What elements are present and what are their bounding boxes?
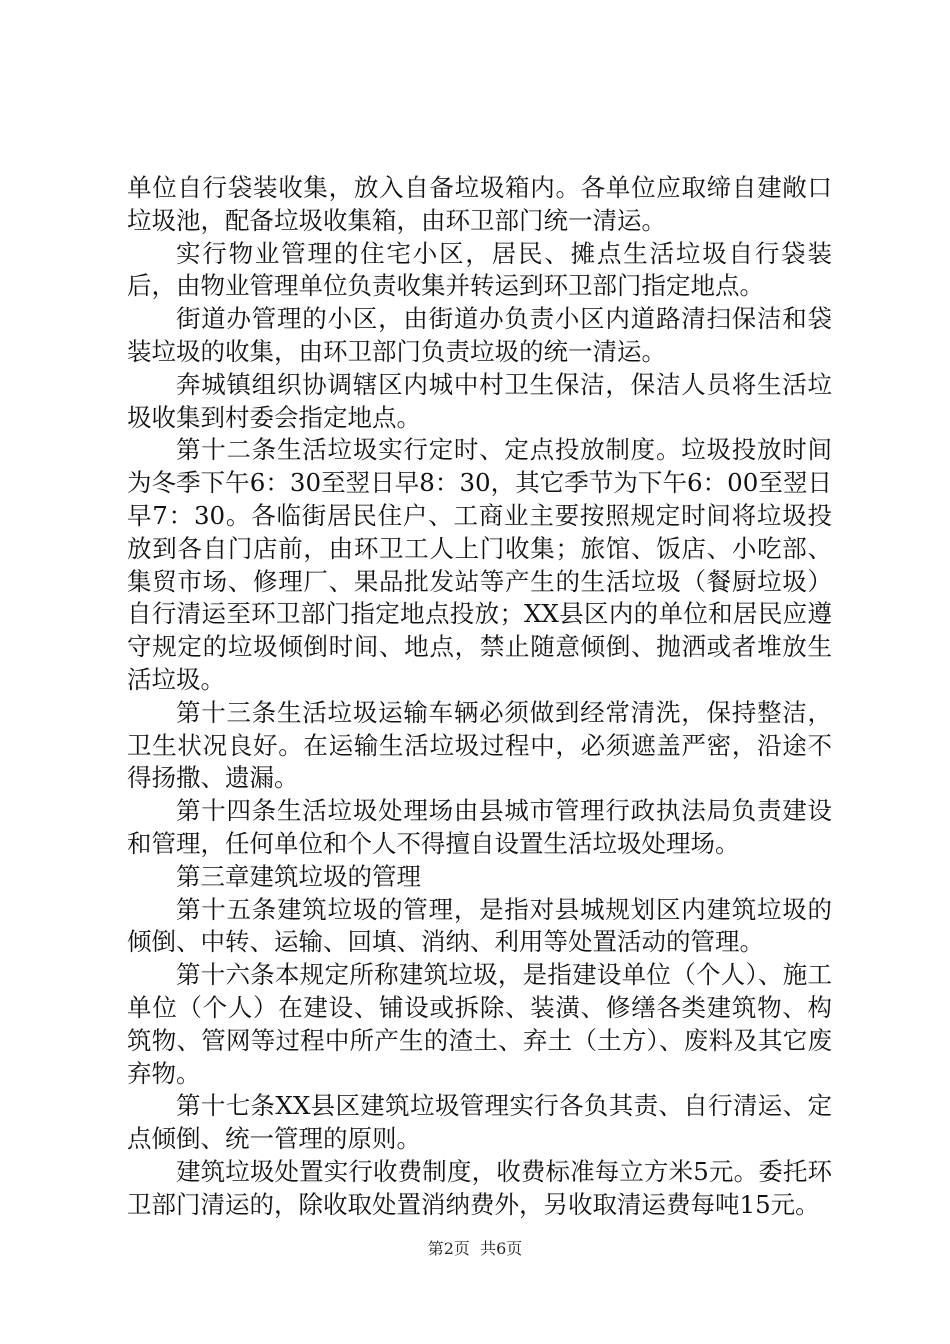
document-body [127, 172, 832, 1222]
page-number: 第2页 [427, 1239, 470, 1258]
paragraph: 第十四条生活垃圾处理场由县城市管理行政执法局负责建设和管理，任何单位和个人不得擅自设置生活垃圾处理场。 [127, 796, 832, 858]
page-footer [0, 1239, 950, 1259]
paragraph: 奔城镇组织协调辖区内城中村卫生保洁，保洁人员将生活垃圾收集到村委会指定地点。 [127, 369, 832, 432]
page-total: 共6页 [480, 1239, 523, 1258]
paragraph: 第十五条建筑垃圾的管理，是指对县城规划区内建筑垃圾的倾倒、中转、运输、回填、消纳、利用等处置活动的管理。 [127, 894, 832, 957]
paragraph: 第十七条XX县区建筑垃圾管理实行各负其责、自行清运、定点倾倒、统一管理的原则。 [127, 1091, 832, 1154]
paragraph: 第十六条本规定所称建筑垃圾，是指建设单位（个人）、施工单位（个人）在建设、铺设或拆除、装潢、修缮各类建筑物、构筑物、管网等过程中所产生的渣土、弃土（土方）、废料及其它废弃物。 [127, 960, 832, 1088]
paragraph: 第十三条生活垃圾运输车辆必须做到经常清洗，保持整洁，卫生状况良好。在运输生活垃圾过程中，必须遮盖严密，沿途不得扬撒、遗漏。 [127, 697, 832, 793]
chapter-heading: 第三章建筑垃圾的管理 [176, 861, 421, 891]
paragraph: 街道办管理的小区，由街道办负责小区内道路清扫保洁和袋装垃圾的收集，由环卫部门负责垃圾的统一清运。 [127, 304, 832, 366]
paragraph: 单位自行袋装收集，放入自备垃圾箱内。各单位应取缔自建敞口垃圾池，配备垃圾收集箱，由环卫部门统一清运。 [127, 173, 832, 235]
paragraph: 建筑垃圾处置实行收费制度，收费标准每立方米5元。委托环卫部门清运的，除收取处置消纳费外，另收取清运费每吨15元。 [127, 1156, 832, 1219]
paragraph: 实行物业管理的住宅小区，居民、摊点生活垃圾自行袋装后，由物业管理单位负责收集并转运到环卫部门指定地点。 [127, 238, 832, 301]
footer-separator [470, 1239, 480, 1258]
paragraph: 第十二条生活垃圾实行定时、定点投放制度。垃圾投放时间为冬季下午6：30至翌日早8：30，其它季节为下午6：00至翌日早7：30。各临街居民住户、工商业主要按照规定时间将垃圾投放到各自门店前，由环卫工人上门收集；旅馆、饭店、小吃部、集贸市场、修理厂、果品批发站等产生的生活垃圾（餐厨垃圾）自行清运至环卫部门指定地点投放；XX县区内的单位和居民应遵守规定的垃圾倾倒时间、地点，禁止随意倾倒、抛洒或者堆放生活垃圾。 [127, 435, 832, 694]
